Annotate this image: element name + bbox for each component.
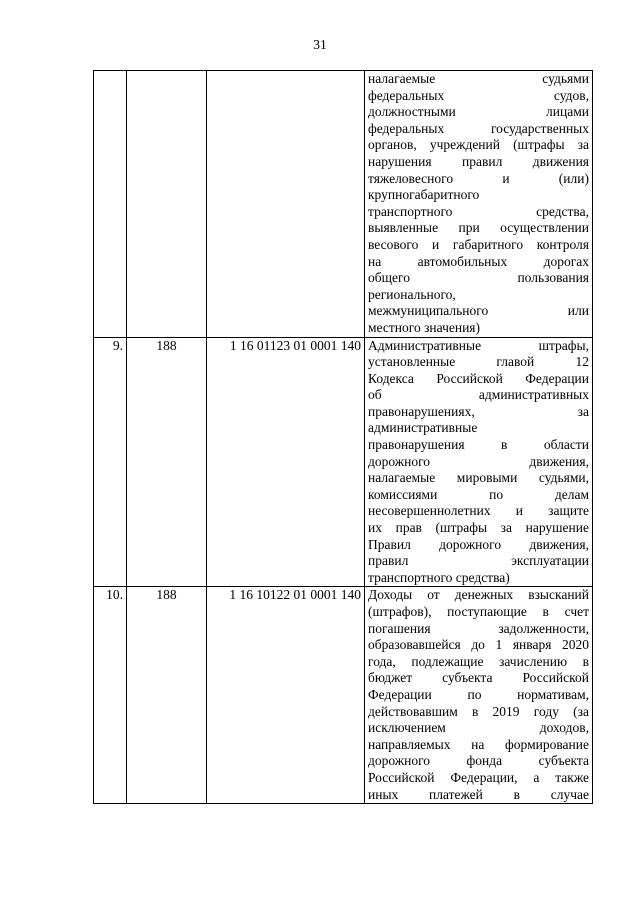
description-line: комиссиями по делам	[368, 486, 589, 502]
description-line: административные	[368, 420, 478, 436]
table-row	[94, 71, 593, 338]
description-line: федеральных государственных	[368, 120, 589, 136]
description-line: на автомобильных дорогах	[368, 253, 589, 269]
row-number-cell	[94, 71, 127, 338]
description-line: органов, учреждений (штрафы за	[368, 137, 589, 153]
row-number-cell: 10.	[94, 587, 127, 804]
description-line: погашения задолженности,	[368, 620, 589, 636]
description-line: Административные штрафы,	[368, 337, 589, 353]
classification-code-cell: 1 16 01123 01 0001 140	[207, 337, 365, 587]
description-line: федеральных судов,	[368, 87, 589, 103]
description-line: образовавшейся до 1 января 2020	[368, 637, 589, 653]
description-line: транспортного средства,	[368, 203, 589, 219]
description-line: межмуниципального или	[368, 303, 589, 319]
description-line: местного значения)	[368, 319, 481, 335]
description-line: иных платежей в случае	[368, 786, 589, 802]
description-line: Правил дорожного движения,	[368, 536, 589, 552]
description-line: года, подлежащие зачислению в	[368, 653, 589, 669]
description-line: транспортного средства)	[368, 569, 510, 585]
budget-admin-code-cell	[127, 71, 207, 338]
description-line: правил эксплуатации	[368, 553, 589, 569]
description-line: правонарушения в области	[368, 437, 589, 453]
page-number: 31	[313, 37, 327, 52]
description-line: крупногабаритного	[368, 187, 480, 203]
description-line: бюджет субъекта Российской	[368, 670, 589, 686]
description-line: (штрафов), поступающие в счет	[368, 604, 589, 619]
description-line: Доходы от денежных взысканий	[368, 587, 589, 603]
description-line: об административных	[368, 387, 589, 403]
description-line: дорожного фонда субъекта	[368, 753, 589, 769]
description-line: несовершеннолетних и защите	[368, 503, 589, 519]
description-line: налагаемые судьями	[368, 71, 589, 86]
description-line: дорожного движения,	[368, 453, 589, 469]
description-line: Кодекса Российской Федерации	[368, 370, 589, 386]
row-number-cell: 9.	[94, 337, 127, 587]
description-line: налагаемые мировыми судьями,	[368, 470, 589, 486]
budget-admin-code-cell: 188	[127, 587, 207, 804]
classification-code-cell	[207, 71, 365, 338]
table-body	[94, 71, 593, 804]
description-cell	[365, 71, 593, 338]
description-line: должностными лицами	[368, 104, 589, 120]
table-row	[94, 337, 593, 587]
description-line: общего пользования	[368, 270, 589, 286]
table-row	[94, 587, 593, 804]
description-line: исключением доходов,	[368, 720, 589, 736]
description-line: Федерации по нормативам,	[368, 686, 589, 702]
classification-code-cell: 1 16 10122 01 0001 140	[207, 587, 365, 804]
description-line: выявленные при осуществлении	[368, 220, 589, 236]
description-line: весового и габаритного контроля	[368, 236, 589, 252]
description-line: установленные главой 12	[368, 354, 589, 370]
revenue-classification-table	[93, 70, 593, 804]
description-line: нарушения правил движения	[368, 153, 589, 169]
description-line: направляемых на формирование	[368, 736, 589, 752]
description-line: действовавшим в 2019 году (за	[368, 703, 589, 719]
description-cell	[365, 337, 593, 587]
description-line: Российской Федерации, а также	[368, 769, 589, 785]
description-line: регионального,	[368, 286, 456, 302]
budget-admin-code-cell: 188	[127, 337, 207, 587]
description-line: тяжеловесного и (или)	[368, 170, 589, 186]
description-cell	[365, 587, 593, 804]
description-line: их прав (штрафы за нарушение	[368, 520, 589, 536]
description-line: правонарушениях, за	[368, 403, 589, 419]
